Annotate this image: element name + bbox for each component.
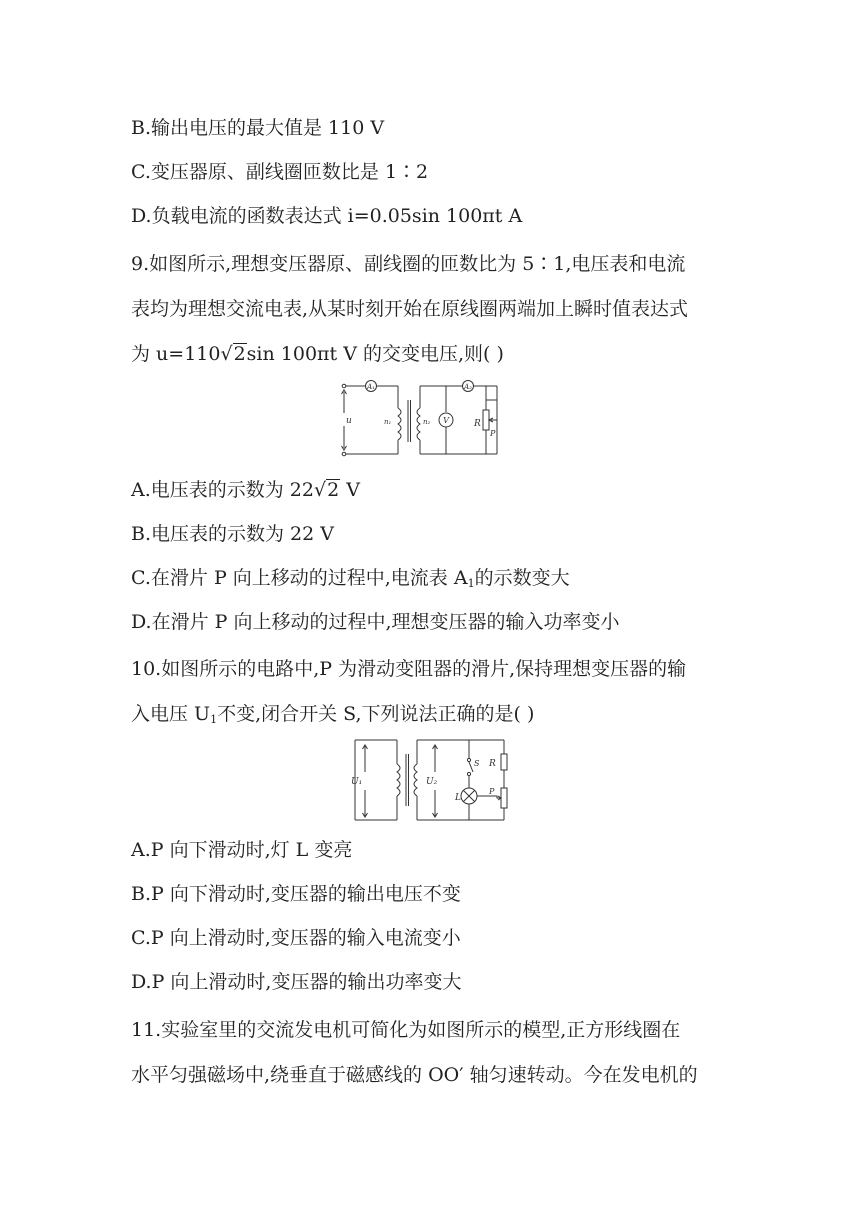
- q9-option-a: [131, 478, 360, 502]
- q10-text: 入电压 U: [131, 703, 211, 725]
- ammeter-a2-label: A₂: [464, 383, 472, 391]
- q8-option-b: B.输出电压的最大值是 110 V: [131, 117, 385, 139]
- q8-option-d: D.负载电流的函数表达式 i=0.05sin 100πt A: [131, 205, 523, 227]
- q10-option-d: D.P 向上滑动时,变压器的输出功率变大: [131, 971, 462, 993]
- q9-stem-line-1: 9.如图所示,理想变压器原、副线圈的匝数比为 5∶1,电压表和电流: [131, 253, 686, 275]
- q11-stem-line-1: 11.实验室里的交流发电机可简化为如图所示的模型,正方形线圈在: [131, 1019, 681, 1041]
- switch-s-label: S: [474, 759, 480, 768]
- sqrt-2: √2: [220, 343, 246, 365]
- q11-stem-line-2: 水平匀强磁场中,绕垂直于磁感线的 OO′ 轴匀速转动。今在发电机的: [131, 1064, 698, 1086]
- voltage-u-label: u: [346, 416, 352, 426]
- lamp-l-label: L: [455, 793, 461, 803]
- n2-label: n₂: [423, 418, 431, 426]
- slider-p-label: P: [489, 787, 495, 796]
- q9c-text: C.在滑片 P 向上移动的过程中,电流表 A: [131, 567, 468, 589]
- q10-option-c: C.P 向上滑动时,变压器的输入电流变小: [131, 927, 461, 949]
- q9-option-c: [131, 566, 570, 596]
- slider-p-label: P: [490, 429, 496, 438]
- q10-option-a: A.P 向下滑动时,灯 L 变亮: [131, 839, 353, 861]
- q9a-text: A.电压表的示数为 22: [131, 479, 314, 501]
- q9a-unit: V: [340, 479, 360, 501]
- q10-stem-line-1: 10.如图所示的电路中,P 为滑动变阻器的滑片,保持理想变压器的输: [131, 658, 687, 680]
- q10-stem-line-2: [131, 702, 534, 732]
- q9-stem-line-3: [131, 342, 504, 366]
- q8-option-c: C.变压器原、副线圈匝数比是 1∶2: [131, 161, 429, 183]
- resistor-r-label: R: [474, 419, 481, 429]
- q9-option-b: B.电压表的示数为 22 V: [131, 523, 334, 545]
- n1-label: n₁: [384, 418, 392, 426]
- u2-label: U₂: [426, 777, 438, 787]
- q9-stem-text-2: sin 100πt V 的交变电压,则( ): [246, 343, 504, 365]
- q9-stem-line-2: 表均为理想交流电表,从某时刻开始在原线圈两端加上瞬时值表达式: [131, 298, 689, 320]
- q9-circuit-figure: [340, 380, 500, 460]
- q9c-subscript: 1: [467, 577, 475, 590]
- q10-text-2: 不变,闭合开关 S,下列说法正确的是( ): [217, 703, 535, 725]
- q10-circuit-figure: [349, 736, 514, 824]
- sqrt-2: √2: [313, 479, 340, 501]
- resistor-r-label: R: [489, 759, 496, 769]
- q9c-text-2: 的示数变大: [474, 567, 570, 589]
- q9-stem-text: 为 u=110: [131, 343, 221, 365]
- voltmeter-label: V: [443, 416, 449, 425]
- ammeter-a1-label: A₁: [367, 383, 375, 391]
- u1-label: U₁: [351, 777, 363, 787]
- q10-subscript: 1: [210, 713, 218, 726]
- q9-option-d: D.在滑片 P 向上移动的过程中,理想变压器的输入功率变小: [131, 611, 620, 633]
- q10-option-b: B.P 向下滑动时,变压器的输出电压不变: [131, 883, 461, 905]
